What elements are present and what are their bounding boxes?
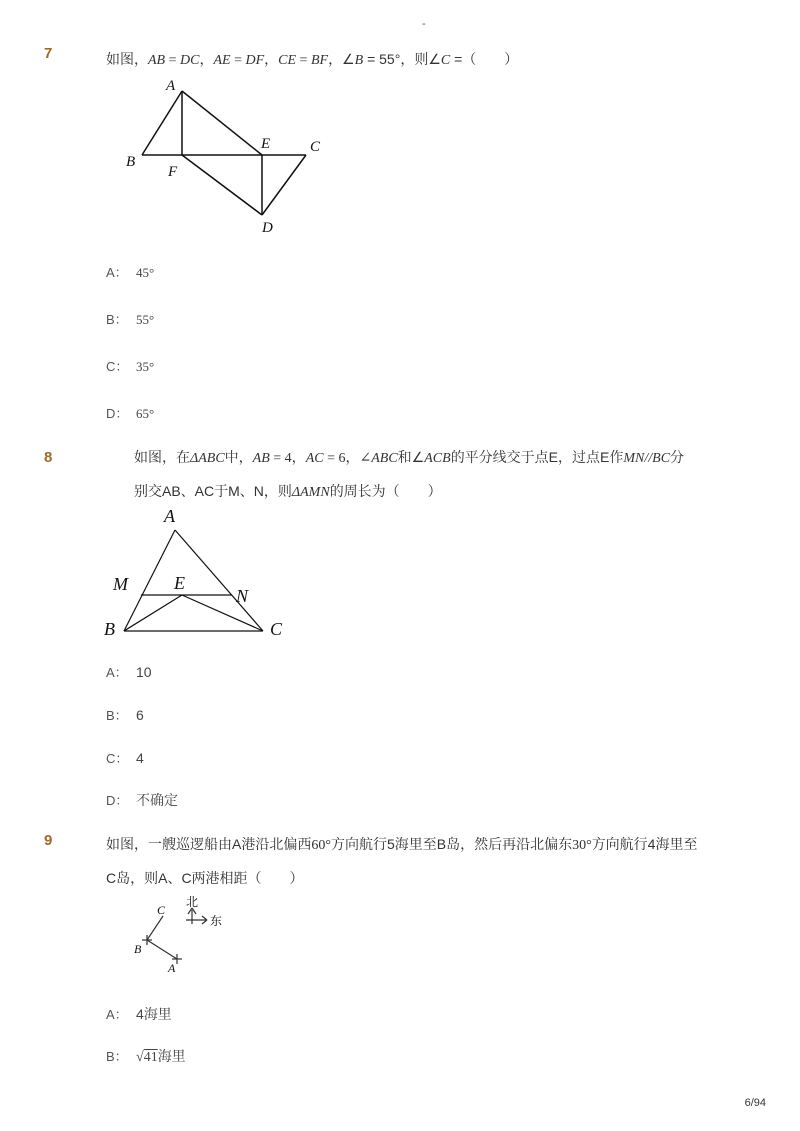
q8-math: ABC	[371, 451, 398, 466]
q7-stem-text: 如图，	[106, 51, 148, 67]
option-letter: A：	[106, 1007, 128, 1022]
q7-label-e: E	[261, 136, 271, 152]
q7-label-f: F	[168, 164, 178, 180]
q9-math: 60°	[311, 838, 331, 853]
q8-math: AB	[252, 451, 270, 466]
option-value: 不确定	[136, 792, 178, 808]
q9-stem-text: 如图，一艘巡逻船由A港沿北偏西	[106, 836, 312, 852]
option-value: 4海里	[136, 1006, 172, 1022]
compass-north-label: 北	[186, 895, 199, 909]
q9-label-b: B	[134, 942, 142, 956]
q7-math: BF	[310, 53, 329, 68]
q7-math: =	[165, 53, 181, 68]
q9-label-a: A	[168, 961, 176, 975]
q8-stem-text: 别交AB、AC于M、N，则	[134, 483, 292, 499]
option-value: 10	[136, 664, 152, 680]
compass-east-label: 东	[210, 914, 223, 928]
question-number-8: 8	[44, 449, 53, 466]
option-letter: C：	[106, 751, 129, 766]
q8-label-b: B	[104, 619, 115, 639]
q9-label-c: C	[157, 903, 166, 917]
q7-math: =	[230, 53, 246, 68]
option-letter: B：	[106, 1049, 128, 1064]
q9-stem-text: 方向航行4海里至	[591, 836, 698, 852]
option-value: 6	[136, 707, 144, 723]
q9-stem-text: 方向航行5海里至B岛，然后再沿北偏东	[330, 836, 573, 852]
q7-math: AE	[213, 53, 231, 68]
q7-label-b: B	[126, 154, 136, 170]
q8-stem-text: 分	[670, 449, 685, 465]
option-value: 4	[136, 750, 144, 766]
option-value: 45°	[136, 265, 155, 280]
q8-stem-text: 中，	[224, 449, 253, 465]
option-value: 35°	[136, 359, 155, 374]
q7-stem-text: = 55°，则∠	[363, 51, 441, 67]
option-letter: B：	[106, 708, 128, 723]
page-number: 6/94	[744, 1097, 766, 1109]
header-dash: -	[422, 18, 426, 30]
question-number-7: 7	[44, 45, 53, 62]
q8-math: = 6，∠	[323, 451, 372, 466]
q7-math: DC	[180, 53, 200, 68]
q8-stem-text: 的平分线交于点E，过点E作	[450, 449, 624, 465]
q7-math: CE	[278, 53, 297, 68]
q7-math: =	[296, 53, 311, 68]
q7-stem-text: =（ ）	[450, 51, 519, 67]
q8-stem-text: 和∠	[397, 449, 425, 465]
q7-math: DF	[245, 53, 265, 68]
q8-math: = 4，	[269, 451, 306, 466]
q8-math: ΔAMN	[291, 485, 330, 500]
q8-label-m: M	[113, 574, 128, 594]
q7-math: C	[440, 53, 451, 68]
q8-stem-text: 如图，在	[134, 449, 190, 465]
sqrt-radicand: 41	[143, 1050, 158, 1065]
option-value: 55°	[136, 312, 155, 327]
q7-stem-text: ，∠	[328, 51, 355, 67]
q9-option-b[interactable]	[106, 1046, 186, 1066]
q8-label-a: A	[164, 506, 175, 526]
q8-label-e: E	[174, 573, 185, 593]
option-letter: D：	[106, 406, 129, 421]
q8-label-n: N	[236, 586, 249, 606]
q8-math: MN//BC	[623, 451, 671, 466]
option-letter: A：	[106, 665, 128, 680]
question-number-9: 9	[44, 832, 53, 849]
q8-math: AC	[305, 451, 324, 466]
q7-math: AB	[148, 53, 166, 68]
sqrt-symbol: √	[136, 1050, 144, 1065]
option-letter: C：	[106, 359, 129, 374]
q7-stem-text: ，	[264, 51, 279, 67]
q8-label-c: C	[270, 619, 283, 639]
option-value: 65°	[136, 406, 155, 421]
q7-label-d: D	[262, 220, 273, 236]
q8-math: ΔABC	[190, 451, 225, 466]
option-letter: B：	[106, 312, 128, 327]
option-letter: A：	[106, 265, 128, 280]
q9-segment-bc	[147, 916, 163, 940]
question-9-stem-line-2: C岛，则A、C两港相距（ ）	[106, 870, 304, 886]
q7-math: B	[354, 53, 364, 68]
q9-option-a[interactable]	[106, 1004, 172, 1024]
option-value	[136, 1048, 186, 1064]
option-unit: 海里	[157, 1048, 186, 1064]
q9-segment-ba	[147, 940, 177, 959]
q7-label-a: A	[166, 78, 176, 94]
q7-stem-text: ，	[199, 51, 214, 67]
q8-math: ACB	[424, 451, 451, 466]
q9-math: 30°	[572, 838, 592, 853]
q8-stem-text: 的周长为（ ）	[329, 483, 442, 499]
q7-label-c: C	[310, 139, 321, 155]
option-letter: D：	[106, 793, 129, 808]
